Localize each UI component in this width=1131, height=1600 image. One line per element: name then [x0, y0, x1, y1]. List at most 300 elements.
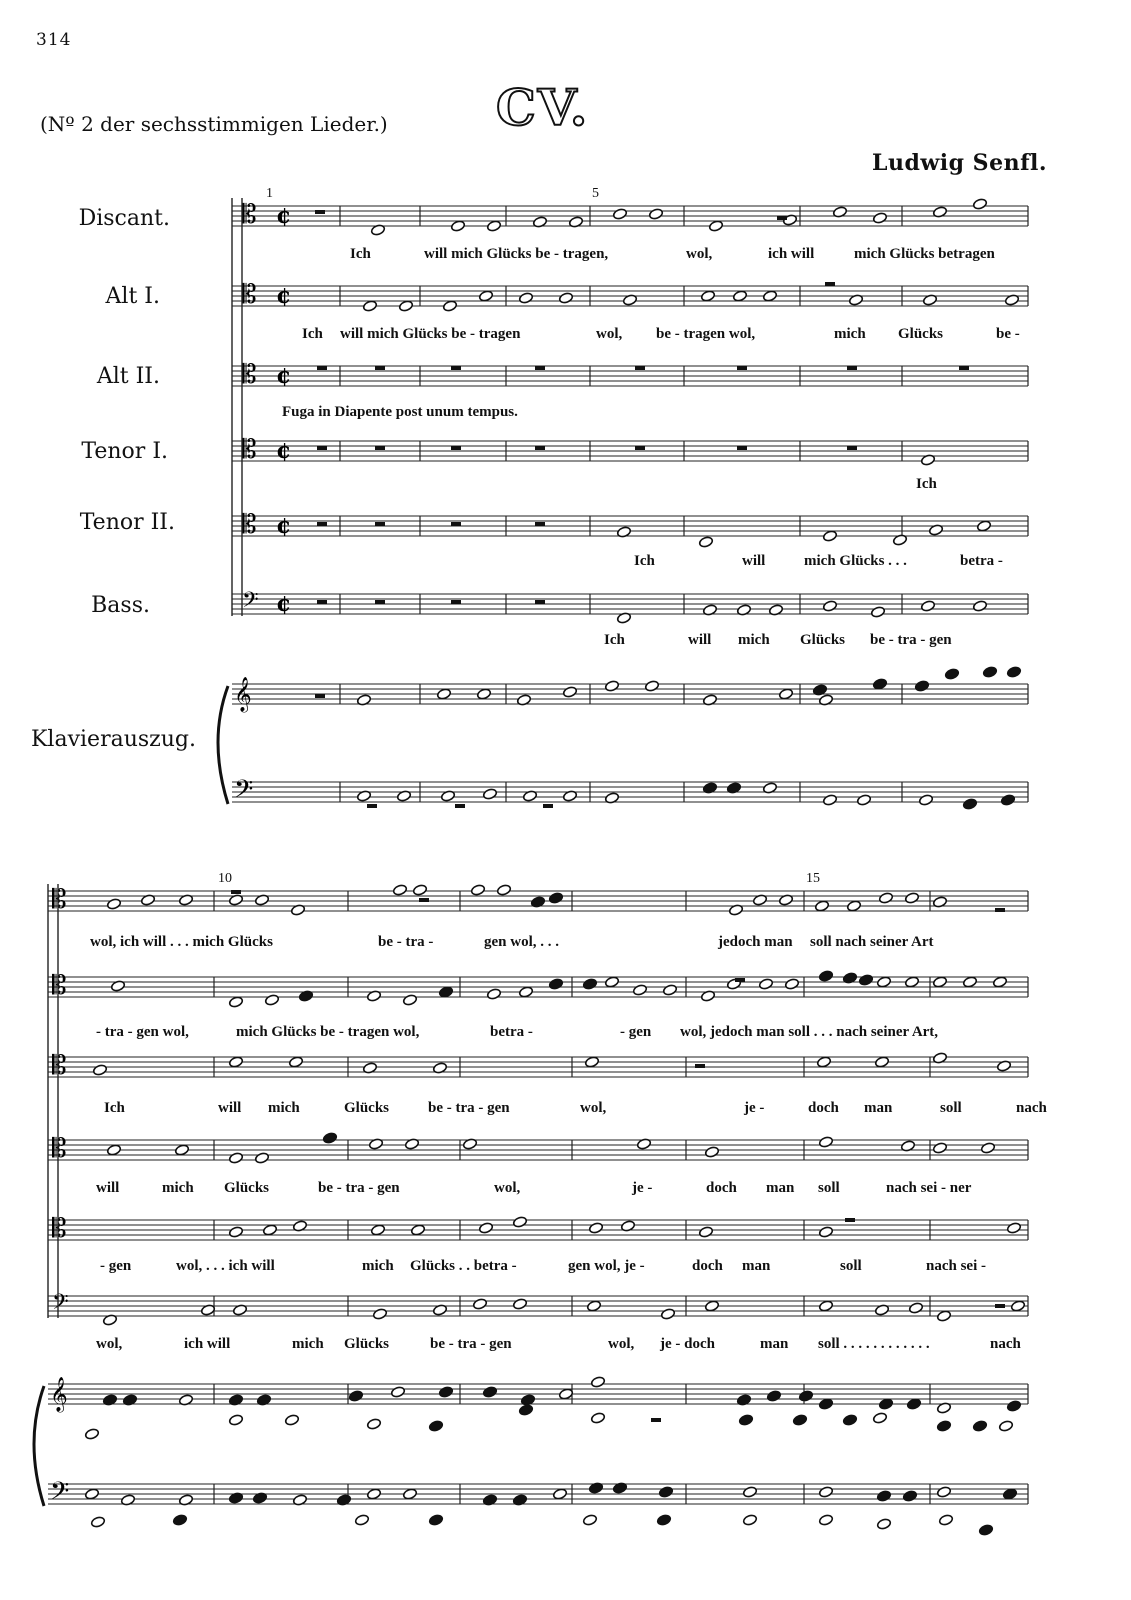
note-head — [410, 1224, 425, 1236]
note-head — [938, 1514, 953, 1526]
lyric: betra - — [960, 553, 1003, 569]
lyric: Ich — [916, 476, 937, 492]
note-head — [478, 290, 493, 302]
rest-icon — [317, 366, 327, 370]
note-head — [822, 530, 837, 542]
note-head — [738, 1414, 753, 1426]
subtitle: (Nº 2 der sechsstimmigen Lieder.) — [40, 112, 388, 136]
note-head — [470, 884, 485, 896]
lyric: nach sei - ner — [886, 1180, 972, 1196]
voice-label-alt1: Alt I. — [105, 284, 160, 309]
rest-icon — [375, 522, 385, 526]
clef-icon: 𝄡 — [52, 1214, 67, 1244]
lyric: soll . . . . . . . . . . . . — [818, 1336, 930, 1352]
note-head — [482, 788, 497, 800]
rest-icon — [317, 600, 327, 604]
note-head — [172, 1514, 187, 1526]
measure-number-15: 15 — [806, 871, 820, 886]
clef-icon: 𝄡 — [242, 435, 257, 465]
note-head — [920, 600, 935, 612]
note-head — [982, 666, 997, 678]
note-head — [518, 986, 533, 998]
lyric: will — [688, 632, 712, 648]
rest-icon — [317, 446, 327, 450]
note-head — [658, 1486, 673, 1498]
note-head — [858, 974, 873, 986]
note-head — [656, 1514, 671, 1526]
note-head — [558, 292, 573, 304]
note-head — [562, 686, 577, 698]
note-head — [398, 300, 413, 312]
lyric: soll — [840, 1258, 862, 1274]
lyric: Ich — [604, 632, 625, 648]
clef-icon: 𝄞 — [50, 1377, 68, 1412]
note-head — [936, 1486, 951, 1498]
lyric: will — [742, 553, 766, 569]
note-head — [902, 1490, 917, 1502]
note-head — [486, 220, 501, 232]
note-head — [962, 798, 977, 810]
lyric: Glücks — [800, 632, 846, 648]
note-head — [558, 1388, 573, 1400]
page-number: 314 — [36, 30, 72, 50]
rest-icon — [737, 446, 747, 450]
lyric: nach — [1016, 1100, 1047, 1116]
note-head — [814, 900, 829, 912]
lyric: doch — [692, 1258, 723, 1274]
note-head — [818, 970, 833, 982]
note-head — [590, 1412, 605, 1424]
clef-icon: 𝄢 — [242, 588, 259, 618]
lyric: Glücks — [898, 326, 944, 342]
note-head — [604, 976, 619, 988]
rest-icon — [375, 600, 385, 604]
lyric: be - tragen wol, — [656, 326, 756, 342]
rest-icon — [959, 366, 969, 370]
time-signature-icon: ¢ — [276, 283, 292, 309]
note-head — [822, 794, 837, 806]
rest-icon — [317, 522, 327, 526]
note-head — [784, 978, 799, 990]
rest-icon — [451, 366, 461, 370]
note-head — [698, 1226, 713, 1238]
note-head — [264, 994, 279, 1006]
lyric: man — [742, 1258, 771, 1274]
note-head — [914, 680, 929, 692]
note-head — [90, 1516, 105, 1528]
note-head — [584, 1056, 599, 1068]
note-head — [816, 1056, 831, 1068]
lyric: mich Glücks betragen — [854, 246, 995, 262]
lyric: Glücks — [224, 1180, 270, 1196]
note-head — [428, 1514, 443, 1526]
lyric: nach — [990, 1336, 1021, 1352]
measure-number-5: 5 — [592, 186, 599, 201]
note-head — [1006, 1222, 1021, 1234]
note-head — [870, 606, 885, 618]
clef-icon: 𝄡 — [52, 885, 67, 915]
note-head — [586, 1300, 601, 1312]
note-head — [512, 1298, 527, 1310]
lyric: be - tra - gen — [318, 1180, 400, 1196]
note-head — [818, 1486, 833, 1498]
note-head — [980, 1142, 995, 1154]
note-head — [972, 198, 987, 210]
note-head — [660, 1308, 675, 1320]
note-head — [876, 1490, 891, 1502]
lyric: be - tra - gen — [870, 632, 952, 648]
note-head — [936, 1420, 951, 1432]
note-head — [476, 688, 491, 700]
rest-icon — [367, 804, 377, 808]
lyric: ich will — [768, 246, 815, 262]
rest-icon — [455, 804, 465, 808]
voice-label-tenor2: Tenor II. — [79, 510, 175, 535]
clef-icon: 𝄡 — [52, 1134, 67, 1164]
lyric: will — [96, 1180, 120, 1196]
note-head — [450, 220, 465, 232]
lyric: mich — [834, 326, 866, 342]
note-head — [704, 1300, 719, 1312]
lyric: mich — [292, 1336, 324, 1352]
note-head — [402, 994, 417, 1006]
lyric: Ich — [302, 326, 323, 342]
note-head — [972, 600, 987, 612]
note-head — [708, 220, 723, 232]
lyric: mich — [362, 1258, 394, 1274]
note-head — [588, 1222, 603, 1234]
lyric: wol, — [686, 246, 713, 262]
voice-label-discant: Discant. — [78, 206, 170, 231]
lyric: will mich Glücks be - tragen, — [424, 246, 609, 262]
rest-icon — [635, 446, 645, 450]
note-head — [918, 794, 933, 806]
lyric: ich will — [184, 1336, 231, 1352]
note-head — [1002, 1488, 1017, 1500]
note-head — [228, 1056, 243, 1068]
note-head — [412, 884, 427, 896]
note-head — [438, 986, 453, 998]
note-head — [878, 1398, 893, 1410]
note-head — [228, 1226, 243, 1238]
note-head — [392, 884, 407, 896]
note-head — [582, 978, 597, 990]
clef-icon: 𝄡 — [242, 280, 257, 310]
lyric: be - — [996, 326, 1020, 342]
rest-icon — [845, 1218, 855, 1222]
note-head — [842, 1414, 857, 1426]
lyric: Ich — [104, 1100, 125, 1116]
note-head — [284, 1414, 299, 1426]
note-head — [1006, 666, 1021, 678]
rest-icon — [847, 366, 857, 370]
lyric: wol, ich will . . . mich Glücks — [90, 934, 273, 950]
note-head — [478, 1222, 493, 1234]
rest-icon — [651, 1418, 661, 1422]
lyric: wol, . . . ich will — [176, 1258, 275, 1274]
note-head — [908, 1302, 923, 1314]
note-head — [818, 1398, 833, 1410]
note-head — [366, 1418, 381, 1430]
note-head — [766, 1390, 781, 1402]
lyric: soll — [940, 1100, 962, 1116]
lyric: nach sei - — [926, 1258, 986, 1274]
note-head — [932, 1142, 947, 1154]
note-head — [106, 898, 121, 910]
rest-icon — [535, 446, 545, 450]
lyric: jedoch man — [718, 934, 793, 950]
rest-icon — [535, 366, 545, 370]
note-head — [548, 978, 563, 990]
note-head — [548, 892, 563, 904]
note-head — [936, 1310, 951, 1322]
rest-icon — [825, 282, 835, 286]
note-head — [742, 1514, 757, 1526]
measure-number-1: 1 — [266, 186, 273, 201]
rest-icon — [735, 978, 745, 982]
lyric: be - tra - gen — [428, 1100, 510, 1116]
lyric: Glücks . . betra - — [410, 1258, 517, 1274]
note-head — [390, 1386, 405, 1398]
rest-icon — [635, 366, 645, 370]
note-head — [818, 1226, 833, 1238]
lyric: je - doch — [660, 1336, 715, 1352]
note-head — [496, 884, 511, 896]
note-head — [976, 520, 991, 532]
lyric: mich Glücks be - tragen wol, — [236, 1024, 420, 1040]
lyric: soll nach seiner Art — [810, 934, 934, 950]
rest-icon — [451, 522, 461, 526]
lyric: gen wol, . . . — [484, 934, 559, 950]
note-head — [818, 1514, 833, 1526]
lyric: mich Glücks . . . — [804, 553, 907, 569]
clef-icon: 𝄡 — [242, 360, 257, 390]
note-head — [648, 208, 663, 220]
note-head — [856, 794, 871, 806]
lyric: be - tra - gen — [430, 1336, 512, 1352]
lyric: - gen — [620, 1024, 652, 1040]
rest-icon — [315, 210, 325, 214]
note-head — [228, 1414, 243, 1426]
lyric: Glücks — [344, 1100, 390, 1116]
note-head — [84, 1428, 99, 1440]
note-head — [92, 1064, 107, 1076]
note-head — [486, 988, 501, 1000]
note-head — [700, 290, 715, 302]
note-head — [758, 978, 773, 990]
note-head — [818, 1300, 833, 1312]
lyric: mich — [738, 632, 770, 648]
lyric: man — [766, 1180, 795, 1196]
note-head — [872, 1412, 887, 1424]
note-head — [872, 678, 887, 690]
lyric: - gen — [100, 1258, 132, 1274]
rest-icon — [535, 600, 545, 604]
voice-label-tenor1: Tenor I. — [81, 439, 168, 464]
rest-icon — [543, 804, 553, 808]
lyric: mich — [268, 1100, 300, 1116]
note-head — [972, 1420, 987, 1432]
voice-label-alt2: Alt II. — [96, 364, 160, 389]
time-signature-icon: ¢ — [276, 513, 292, 539]
clef-icon: 𝄡 — [242, 200, 257, 230]
lyric: Glücks — [344, 1336, 390, 1352]
note-head — [662, 984, 677, 996]
note-head — [778, 688, 793, 700]
note-head — [590, 1376, 605, 1388]
note-head — [84, 1488, 99, 1500]
lyric: je - — [744, 1100, 765, 1116]
rest-icon — [451, 446, 461, 450]
note-head — [998, 1420, 1013, 1432]
lyric: will mich Glücks be - tragen — [340, 326, 521, 342]
lyric: doch — [808, 1100, 839, 1116]
lyric: wol, — [494, 1180, 521, 1196]
note-head — [366, 1488, 381, 1500]
note-head — [442, 300, 457, 312]
note-head — [552, 1488, 567, 1500]
note-head — [438, 1386, 453, 1398]
rest-icon — [995, 908, 1005, 912]
note-head — [822, 600, 837, 612]
note-head — [612, 208, 627, 220]
note-head — [644, 680, 659, 692]
note-head — [732, 290, 747, 302]
note-head — [874, 1056, 889, 1068]
piano-brace-icon — [34, 1386, 44, 1506]
note-head — [762, 290, 777, 302]
lyric: man — [760, 1336, 789, 1352]
note-head — [818, 1136, 833, 1148]
note-head — [372, 1308, 387, 1320]
note-head — [518, 1404, 533, 1416]
note-head — [992, 976, 1007, 988]
note-head — [482, 1386, 497, 1398]
note-head — [632, 984, 647, 996]
note-head — [106, 1144, 121, 1156]
note-head — [288, 1056, 303, 1068]
note-head — [872, 212, 887, 224]
note-head — [962, 976, 977, 988]
note-head — [742, 1486, 757, 1498]
clef-icon: 𝄡 — [52, 1051, 67, 1081]
note-head — [436, 688, 451, 700]
piano-brace-icon — [218, 686, 228, 804]
lyric: be - tra - — [378, 934, 434, 950]
lyric: will — [218, 1100, 242, 1116]
rest-icon — [737, 366, 747, 370]
time-signature-icon: ¢ — [276, 203, 292, 229]
lyric: betra - — [490, 1024, 533, 1040]
note-head — [262, 1224, 277, 1236]
clef-icon: 𝄢 — [234, 775, 254, 810]
piece-title: CV. — [496, 78, 590, 137]
rest-icon — [451, 600, 461, 604]
note-head — [906, 1398, 921, 1410]
lyric: wol, jedoch man soll . . . nach seiner Art, — [680, 1024, 939, 1040]
note-head — [518, 292, 533, 304]
note-head — [878, 892, 893, 904]
lyric: mich — [162, 1180, 194, 1196]
note-head — [944, 668, 959, 680]
lyric: wol, — [608, 1336, 635, 1352]
note-head — [846, 900, 861, 912]
time-signature-icon: ¢ — [276, 438, 292, 464]
clef-icon: 𝄢 — [52, 1290, 69, 1320]
lyric: je - — [632, 1180, 653, 1196]
note-head — [174, 1144, 189, 1156]
note-head — [228, 996, 243, 1008]
note-head — [472, 1298, 487, 1310]
lyric: wol, — [596, 326, 623, 342]
lyric: gen wol, je - — [568, 1258, 645, 1274]
clef-icon: 𝄢 — [50, 1477, 70, 1512]
note-head — [228, 1152, 243, 1164]
note-head — [698, 536, 713, 548]
clef-icon: 𝄞 — [234, 677, 252, 712]
clef-icon: 𝄡 — [242, 510, 257, 540]
note-head — [362, 300, 377, 312]
note-head — [704, 1146, 719, 1158]
rest-icon — [847, 446, 857, 450]
lyric: soll — [818, 1180, 840, 1196]
note-head — [904, 892, 919, 904]
note-head — [904, 976, 919, 988]
note-head — [428, 1420, 443, 1432]
rest-icon — [375, 366, 385, 370]
composer: Ludwig Senfl. — [872, 150, 1048, 176]
clef-icon: 𝄡 — [52, 971, 67, 1001]
note-head — [876, 1518, 891, 1530]
lyric: wol, — [96, 1336, 123, 1352]
time-signature-icon: ¢ — [276, 363, 292, 389]
lyric: Ich — [350, 246, 371, 262]
rest-icon — [995, 1304, 1005, 1308]
note-head — [798, 1390, 813, 1402]
lyric: - tra - gen wol, — [96, 1024, 189, 1040]
note-head — [932, 976, 947, 988]
note-head — [322, 1132, 337, 1144]
note-head — [402, 1488, 417, 1500]
note-head — [876, 976, 891, 988]
lyric: wol, — [580, 1100, 607, 1116]
piano-label: Klavierauszug. — [31, 727, 196, 752]
lyric: Ich — [634, 553, 655, 569]
rest-icon — [419, 898, 429, 902]
lyric: man — [864, 1100, 893, 1116]
note-head — [512, 1216, 527, 1228]
rest-icon — [777, 216, 787, 220]
note-head — [1000, 794, 1015, 806]
note-head — [348, 1390, 363, 1402]
rest-icon — [535, 522, 545, 526]
measure-number-10: 10 — [218, 871, 232, 886]
time-signature-icon: ¢ — [276, 591, 292, 617]
rest-icon — [231, 890, 241, 894]
rest-icon — [315, 694, 325, 698]
note-head — [792, 1414, 807, 1426]
note-head — [354, 1514, 369, 1526]
lyric: doch — [706, 1180, 737, 1196]
voice-label-bass: Bass. — [91, 593, 150, 618]
note-head — [1006, 1400, 1021, 1412]
note-head — [582, 1514, 597, 1526]
note-head — [978, 1524, 993, 1536]
note-head — [604, 680, 619, 692]
note-head — [1010, 1300, 1025, 1312]
fugue-direction: Fuga in Diapente post unum tempus. — [282, 404, 518, 420]
note-head — [370, 1224, 385, 1236]
